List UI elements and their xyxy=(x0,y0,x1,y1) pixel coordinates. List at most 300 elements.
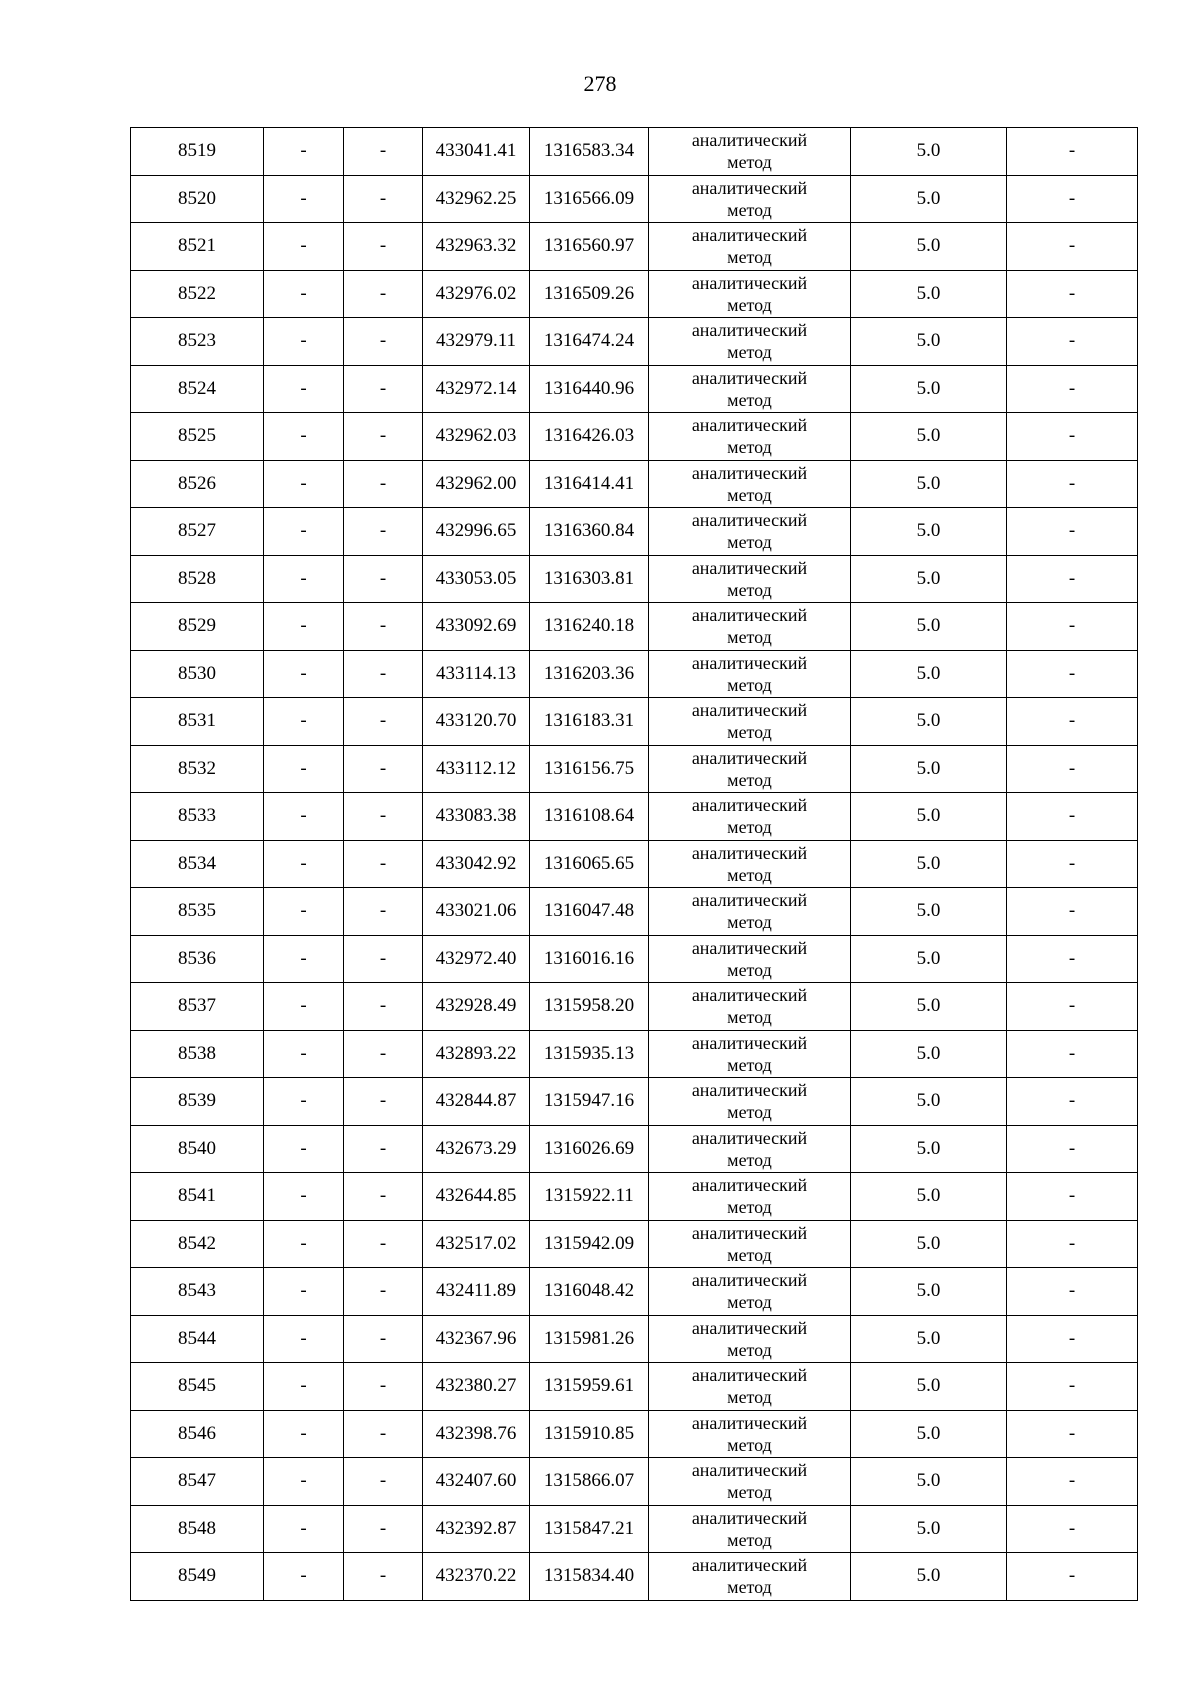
method-cell xyxy=(649,1363,851,1411)
method-line-1: аналитический xyxy=(691,1555,808,1576)
method-line-1: аналитический xyxy=(691,1080,808,1101)
method-cell xyxy=(649,603,851,651)
x-coordinate-cell: 432644.85 xyxy=(423,1173,530,1221)
x-coordinate-cell: 432392.87 xyxy=(423,1505,530,1553)
accuracy-cell: 5.0 xyxy=(851,935,1007,983)
method-line-1: аналитический xyxy=(691,1175,808,1196)
method-cell xyxy=(649,460,851,508)
table-body xyxy=(131,128,1138,1601)
point-number-cell: 8531 xyxy=(131,698,264,746)
method-cell xyxy=(649,983,851,1031)
method-line-2: метод xyxy=(727,1149,772,1170)
point-number-cell: 8524 xyxy=(131,365,264,413)
column-3-cell: - xyxy=(344,223,423,271)
point-number-cell: 8519 xyxy=(131,128,264,176)
column-2-cell: - xyxy=(264,1505,344,1553)
accuracy-cell: 5.0 xyxy=(851,1030,1007,1078)
method-cell xyxy=(649,1505,851,1553)
method-cell xyxy=(649,1268,851,1316)
method-line-2: метод xyxy=(727,817,772,838)
column-8-cell: - xyxy=(1007,1030,1138,1078)
x-coordinate-cell: 433112.12 xyxy=(423,745,530,793)
accuracy-cell: 5.0 xyxy=(851,1553,1007,1601)
y-coordinate-cell: 1316560.97 xyxy=(530,223,649,271)
point-number-cell: 8539 xyxy=(131,1078,264,1126)
column-2-cell: - xyxy=(264,1125,344,1173)
method-line-1: аналитический xyxy=(691,1507,808,1528)
y-coordinate-cell: 1316203.36 xyxy=(530,650,649,698)
point-number-cell: 8536 xyxy=(131,935,264,983)
column-3-cell: - xyxy=(344,793,423,841)
method-cell xyxy=(649,413,851,461)
table-row xyxy=(131,1315,1138,1363)
column-8-cell: - xyxy=(1007,1505,1138,1553)
point-number-cell: 8547 xyxy=(131,1458,264,1506)
column-3-cell: - xyxy=(344,983,423,1031)
table-row xyxy=(131,223,1138,271)
accuracy-cell: 5.0 xyxy=(851,650,1007,698)
method-cell xyxy=(649,1030,851,1078)
method-line-1: аналитический xyxy=(691,1127,808,1148)
method-line-2: метод xyxy=(727,247,772,268)
y-coordinate-cell: 1316509.26 xyxy=(530,270,649,318)
point-number-cell: 8532 xyxy=(131,745,264,793)
accuracy-cell: 5.0 xyxy=(851,1268,1007,1316)
point-number-cell: 8530 xyxy=(131,650,264,698)
table-row xyxy=(131,840,1138,888)
y-coordinate-cell: 1315910.85 xyxy=(530,1410,649,1458)
column-3-cell: - xyxy=(344,603,423,651)
point-number-cell: 8542 xyxy=(131,1220,264,1268)
column-3-cell: - xyxy=(344,555,423,603)
column-3-cell: - xyxy=(344,508,423,556)
column-3-cell: - xyxy=(344,650,423,698)
point-number-cell: 8525 xyxy=(131,413,264,461)
column-8-cell: - xyxy=(1007,365,1138,413)
accuracy-cell: 5.0 xyxy=(851,888,1007,936)
x-coordinate-cell: 432979.11 xyxy=(423,318,530,366)
method-line-2: метод xyxy=(727,912,772,933)
column-2-cell: - xyxy=(264,555,344,603)
method-line-1: аналитический xyxy=(691,1412,808,1433)
column-8-cell: - xyxy=(1007,888,1138,936)
column-2-cell: - xyxy=(264,1220,344,1268)
table-row xyxy=(131,1505,1138,1553)
column-2-cell: - xyxy=(264,223,344,271)
x-coordinate-cell: 432673.29 xyxy=(423,1125,530,1173)
column-2-cell: - xyxy=(264,365,344,413)
column-3-cell: - xyxy=(344,365,423,413)
column-3-cell: - xyxy=(344,1173,423,1221)
y-coordinate-cell: 1316360.84 xyxy=(530,508,649,556)
point-number-cell: 8528 xyxy=(131,555,264,603)
method-cell xyxy=(649,935,851,983)
column-3-cell: - xyxy=(344,175,423,223)
column-3-cell: - xyxy=(344,888,423,936)
accuracy-cell: 5.0 xyxy=(851,983,1007,1031)
y-coordinate-cell: 1316566.09 xyxy=(530,175,649,223)
method-line-2: метод xyxy=(727,532,772,553)
point-number-cell: 8548 xyxy=(131,1505,264,1553)
accuracy-cell: 5.0 xyxy=(851,175,1007,223)
x-coordinate-cell: 433053.05 xyxy=(423,555,530,603)
point-number-cell: 8537 xyxy=(131,983,264,1031)
table-row xyxy=(131,508,1138,556)
table-row xyxy=(131,793,1138,841)
column-3-cell: - xyxy=(344,698,423,746)
method-line-1: аналитический xyxy=(691,462,808,483)
x-coordinate-cell: 432962.03 xyxy=(423,413,530,461)
method-cell xyxy=(649,745,851,793)
x-coordinate-cell: 433092.69 xyxy=(423,603,530,651)
method-line-2: метод xyxy=(727,1244,772,1265)
method-cell xyxy=(649,555,851,603)
y-coordinate-cell: 1316065.65 xyxy=(530,840,649,888)
x-coordinate-cell: 433042.92 xyxy=(423,840,530,888)
method-line-2: метод xyxy=(727,1197,772,1218)
column-2-cell: - xyxy=(264,413,344,461)
column-8-cell: - xyxy=(1007,508,1138,556)
column-2-cell: - xyxy=(264,1458,344,1506)
column-8-cell: - xyxy=(1007,460,1138,508)
method-line-2: метод xyxy=(727,1339,772,1360)
column-8-cell: - xyxy=(1007,745,1138,793)
method-cell xyxy=(649,793,851,841)
x-coordinate-cell: 432962.25 xyxy=(423,175,530,223)
column-3-cell: - xyxy=(344,1125,423,1173)
y-coordinate-cell: 1316474.24 xyxy=(530,318,649,366)
accuracy-cell: 5.0 xyxy=(851,698,1007,746)
column-2-cell: - xyxy=(264,460,344,508)
point-number-cell: 8535 xyxy=(131,888,264,936)
table-row xyxy=(131,413,1138,461)
method-cell xyxy=(649,1410,851,1458)
method-line-2: метод xyxy=(727,1434,772,1455)
column-2-cell: - xyxy=(264,270,344,318)
y-coordinate-cell: 1316016.16 xyxy=(530,935,649,983)
method-line-2: метод xyxy=(727,1577,772,1598)
method-line-2: метод xyxy=(727,152,772,173)
column-3-cell: - xyxy=(344,1268,423,1316)
column-2-cell: - xyxy=(264,1030,344,1078)
method-line-2: метод xyxy=(727,437,772,458)
column-2-cell: - xyxy=(264,888,344,936)
method-line-1: аналитический xyxy=(691,795,808,816)
table-row xyxy=(131,935,1138,983)
x-coordinate-cell: 432380.27 xyxy=(423,1363,530,1411)
method-line-2: метод xyxy=(727,1292,772,1313)
method-line-1: аналитический xyxy=(691,1222,808,1243)
point-number-cell: 8545 xyxy=(131,1363,264,1411)
accuracy-cell: 5.0 xyxy=(851,1173,1007,1221)
point-number-cell: 8540 xyxy=(131,1125,264,1173)
accuracy-cell: 5.0 xyxy=(851,318,1007,366)
method-line-1: аналитический xyxy=(691,177,808,198)
column-8-cell: - xyxy=(1007,983,1138,1031)
point-number-cell: 8534 xyxy=(131,840,264,888)
coordinates-table xyxy=(130,127,1138,1601)
accuracy-cell: 5.0 xyxy=(851,1220,1007,1268)
method-line-1: аналитический xyxy=(691,700,808,721)
y-coordinate-cell: 1315866.07 xyxy=(530,1458,649,1506)
table-row xyxy=(131,888,1138,936)
method-line-2: метод xyxy=(727,342,772,363)
method-line-1: аналитический xyxy=(691,842,808,863)
point-number-cell: 8527 xyxy=(131,508,264,556)
method-line-1: аналитический xyxy=(691,272,808,293)
column-2-cell: - xyxy=(264,1315,344,1363)
table-row xyxy=(131,128,1138,176)
table-row xyxy=(131,1363,1138,1411)
column-2-cell: - xyxy=(264,603,344,651)
method-line-1: аналитический xyxy=(691,320,808,341)
method-line-2: метод xyxy=(727,769,772,790)
method-line-1: аналитический xyxy=(691,367,808,388)
accuracy-cell: 5.0 xyxy=(851,1363,1007,1411)
table-row xyxy=(131,1030,1138,1078)
method-cell xyxy=(649,1553,851,1601)
accuracy-cell: 5.0 xyxy=(851,1078,1007,1126)
x-coordinate-cell: 432996.65 xyxy=(423,508,530,556)
accuracy-cell: 5.0 xyxy=(851,270,1007,318)
y-coordinate-cell: 1316303.81 xyxy=(530,555,649,603)
point-number-cell: 8543 xyxy=(131,1268,264,1316)
point-number-cell: 8529 xyxy=(131,603,264,651)
column-8-cell: - xyxy=(1007,698,1138,746)
method-line-2: метод xyxy=(727,199,772,220)
accuracy-cell: 5.0 xyxy=(851,413,1007,461)
column-8-cell: - xyxy=(1007,1268,1138,1316)
column-8-cell: - xyxy=(1007,935,1138,983)
column-8-cell: - xyxy=(1007,650,1138,698)
method-cell xyxy=(649,1220,851,1268)
table-row xyxy=(131,650,1138,698)
method-line-2: метод xyxy=(727,959,772,980)
column-2-cell: - xyxy=(264,1363,344,1411)
column-3-cell: - xyxy=(344,460,423,508)
method-cell xyxy=(649,1315,851,1363)
column-8-cell: - xyxy=(1007,1220,1138,1268)
method-line-2: метод xyxy=(727,1102,772,1123)
method-line-1: аналитический xyxy=(691,225,808,246)
method-cell xyxy=(649,175,851,223)
method-line-2: метод xyxy=(727,389,772,410)
column-8-cell: - xyxy=(1007,1553,1138,1601)
method-cell xyxy=(649,318,851,366)
method-line-2: метод xyxy=(727,1482,772,1503)
accuracy-cell: 5.0 xyxy=(851,460,1007,508)
method-line-2: метод xyxy=(727,674,772,695)
x-coordinate-cell: 432962.00 xyxy=(423,460,530,508)
column-2-cell: - xyxy=(264,1078,344,1126)
column-3-cell: - xyxy=(344,1363,423,1411)
y-coordinate-cell: 1316108.64 xyxy=(530,793,649,841)
method-line-2: метод xyxy=(727,1007,772,1028)
y-coordinate-cell: 1316414.41 xyxy=(530,460,649,508)
point-number-cell: 8523 xyxy=(131,318,264,366)
column-8-cell: - xyxy=(1007,1315,1138,1363)
column-2-cell: - xyxy=(264,1268,344,1316)
method-cell xyxy=(649,270,851,318)
x-coordinate-cell: 432517.02 xyxy=(423,1220,530,1268)
point-number-cell: 8544 xyxy=(131,1315,264,1363)
column-8-cell: - xyxy=(1007,1458,1138,1506)
y-coordinate-cell: 1315935.13 xyxy=(530,1030,649,1078)
column-2-cell: - xyxy=(264,1410,344,1458)
method-cell xyxy=(649,698,851,746)
method-cell xyxy=(649,1125,851,1173)
table-row xyxy=(131,603,1138,651)
x-coordinate-cell: 432398.76 xyxy=(423,1410,530,1458)
point-number-cell: 8520 xyxy=(131,175,264,223)
y-coordinate-cell: 1316240.18 xyxy=(530,603,649,651)
column-2-cell: - xyxy=(264,318,344,366)
point-number-cell: 8533 xyxy=(131,793,264,841)
method-cell xyxy=(649,128,851,176)
method-line-1: аналитический xyxy=(691,557,808,578)
column-8-cell: - xyxy=(1007,318,1138,366)
method-line-1: аналитический xyxy=(691,1460,808,1481)
y-coordinate-cell: 1316426.03 xyxy=(530,413,649,461)
column-3-cell: - xyxy=(344,1553,423,1601)
column-8-cell: - xyxy=(1007,1078,1138,1126)
x-coordinate-cell: 432893.22 xyxy=(423,1030,530,1078)
table-row xyxy=(131,365,1138,413)
method-line-1: аналитический xyxy=(691,985,808,1006)
table-row xyxy=(131,318,1138,366)
x-coordinate-cell: 433120.70 xyxy=(423,698,530,746)
method-line-2: метод xyxy=(727,1054,772,1075)
column-8-cell: - xyxy=(1007,1410,1138,1458)
method-line-2: метод xyxy=(727,627,772,648)
accuracy-cell: 5.0 xyxy=(851,128,1007,176)
accuracy-cell: 5.0 xyxy=(851,223,1007,271)
method-line-1: аналитический xyxy=(691,747,808,768)
column-3-cell: - xyxy=(344,1315,423,1363)
accuracy-cell: 5.0 xyxy=(851,508,1007,556)
table-row xyxy=(131,1173,1138,1221)
y-coordinate-cell: 1315834.40 xyxy=(530,1553,649,1601)
table-row xyxy=(131,270,1138,318)
column-3-cell: - xyxy=(344,1410,423,1458)
table-row xyxy=(131,175,1138,223)
column-8-cell: - xyxy=(1007,793,1138,841)
column-2-cell: - xyxy=(264,793,344,841)
column-3-cell: - xyxy=(344,128,423,176)
method-cell xyxy=(649,1173,851,1221)
method-cell xyxy=(649,1458,851,1506)
method-line-2: метод xyxy=(727,294,772,315)
x-coordinate-cell: 433041.41 xyxy=(423,128,530,176)
method-line-2: метод xyxy=(727,1529,772,1550)
accuracy-cell: 5.0 xyxy=(851,1458,1007,1506)
accuracy-cell: 5.0 xyxy=(851,1410,1007,1458)
y-coordinate-cell: 1316048.42 xyxy=(530,1268,649,1316)
x-coordinate-cell: 433021.06 xyxy=(423,888,530,936)
method-line-2: метод xyxy=(727,579,772,600)
method-line-1: аналитический xyxy=(691,1365,808,1386)
y-coordinate-cell: 1315947.16 xyxy=(530,1078,649,1126)
x-coordinate-cell: 432411.89 xyxy=(423,1268,530,1316)
x-coordinate-cell: 432370.22 xyxy=(423,1553,530,1601)
accuracy-cell: 5.0 xyxy=(851,1125,1007,1173)
method-cell xyxy=(649,1078,851,1126)
y-coordinate-cell: 1315922.11 xyxy=(530,1173,649,1221)
method-cell xyxy=(649,650,851,698)
y-coordinate-cell: 1315981.26 xyxy=(530,1315,649,1363)
y-coordinate-cell: 1315847.21 xyxy=(530,1505,649,1553)
column-2-cell: - xyxy=(264,745,344,793)
x-coordinate-cell: 432844.87 xyxy=(423,1078,530,1126)
accuracy-cell: 5.0 xyxy=(851,1315,1007,1363)
y-coordinate-cell: 1316183.31 xyxy=(530,698,649,746)
table-row xyxy=(131,1410,1138,1458)
column-2-cell: - xyxy=(264,935,344,983)
x-coordinate-cell: 433114.13 xyxy=(423,650,530,698)
column-3-cell: - xyxy=(344,1458,423,1506)
column-3-cell: - xyxy=(344,1220,423,1268)
method-line-2: метод xyxy=(727,864,772,885)
accuracy-cell: 5.0 xyxy=(851,745,1007,793)
column-3-cell: - xyxy=(344,1078,423,1126)
method-line-1: аналитический xyxy=(691,652,808,673)
column-8-cell: - xyxy=(1007,1363,1138,1411)
accuracy-cell: 5.0 xyxy=(851,365,1007,413)
column-8-cell: - xyxy=(1007,603,1138,651)
y-coordinate-cell: 1315959.61 xyxy=(530,1363,649,1411)
column-8-cell: - xyxy=(1007,223,1138,271)
method-line-1: аналитический xyxy=(691,1270,808,1291)
method-line-1: аналитический xyxy=(691,130,808,151)
method-cell xyxy=(649,508,851,556)
method-line-1: аналитический xyxy=(691,1317,808,1338)
point-number-cell: 8541 xyxy=(131,1173,264,1221)
y-coordinate-cell: 1316583.34 xyxy=(530,128,649,176)
y-coordinate-cell: 1316156.75 xyxy=(530,745,649,793)
method-cell xyxy=(649,223,851,271)
table-row xyxy=(131,1220,1138,1268)
x-coordinate-cell: 432972.14 xyxy=(423,365,530,413)
method-line-1: аналитический xyxy=(691,1032,808,1053)
column-3-cell: - xyxy=(344,840,423,888)
page-number: 278 xyxy=(583,71,617,96)
column-2-cell: - xyxy=(264,175,344,223)
point-number-cell: 8549 xyxy=(131,1553,264,1601)
column-2-cell: - xyxy=(264,650,344,698)
point-number-cell: 8526 xyxy=(131,460,264,508)
column-8-cell: - xyxy=(1007,128,1138,176)
method-cell xyxy=(649,840,851,888)
point-number-cell: 8521 xyxy=(131,223,264,271)
table-row xyxy=(131,698,1138,746)
column-2-cell: - xyxy=(264,698,344,746)
column-3-cell: - xyxy=(344,270,423,318)
y-coordinate-cell: 1315942.09 xyxy=(530,1220,649,1268)
column-3-cell: - xyxy=(344,935,423,983)
table-row xyxy=(131,1553,1138,1601)
method-line-1: аналитический xyxy=(691,510,808,531)
method-cell xyxy=(649,365,851,413)
column-2-cell: - xyxy=(264,1173,344,1221)
point-number-cell: 8538 xyxy=(131,1030,264,1078)
accuracy-cell: 5.0 xyxy=(851,840,1007,888)
table-row xyxy=(131,1125,1138,1173)
x-coordinate-cell: 432976.02 xyxy=(423,270,530,318)
x-coordinate-cell: 432963.32 xyxy=(423,223,530,271)
x-coordinate-cell: 432407.60 xyxy=(423,1458,530,1506)
method-line-1: аналитический xyxy=(691,890,808,911)
accuracy-cell: 5.0 xyxy=(851,555,1007,603)
